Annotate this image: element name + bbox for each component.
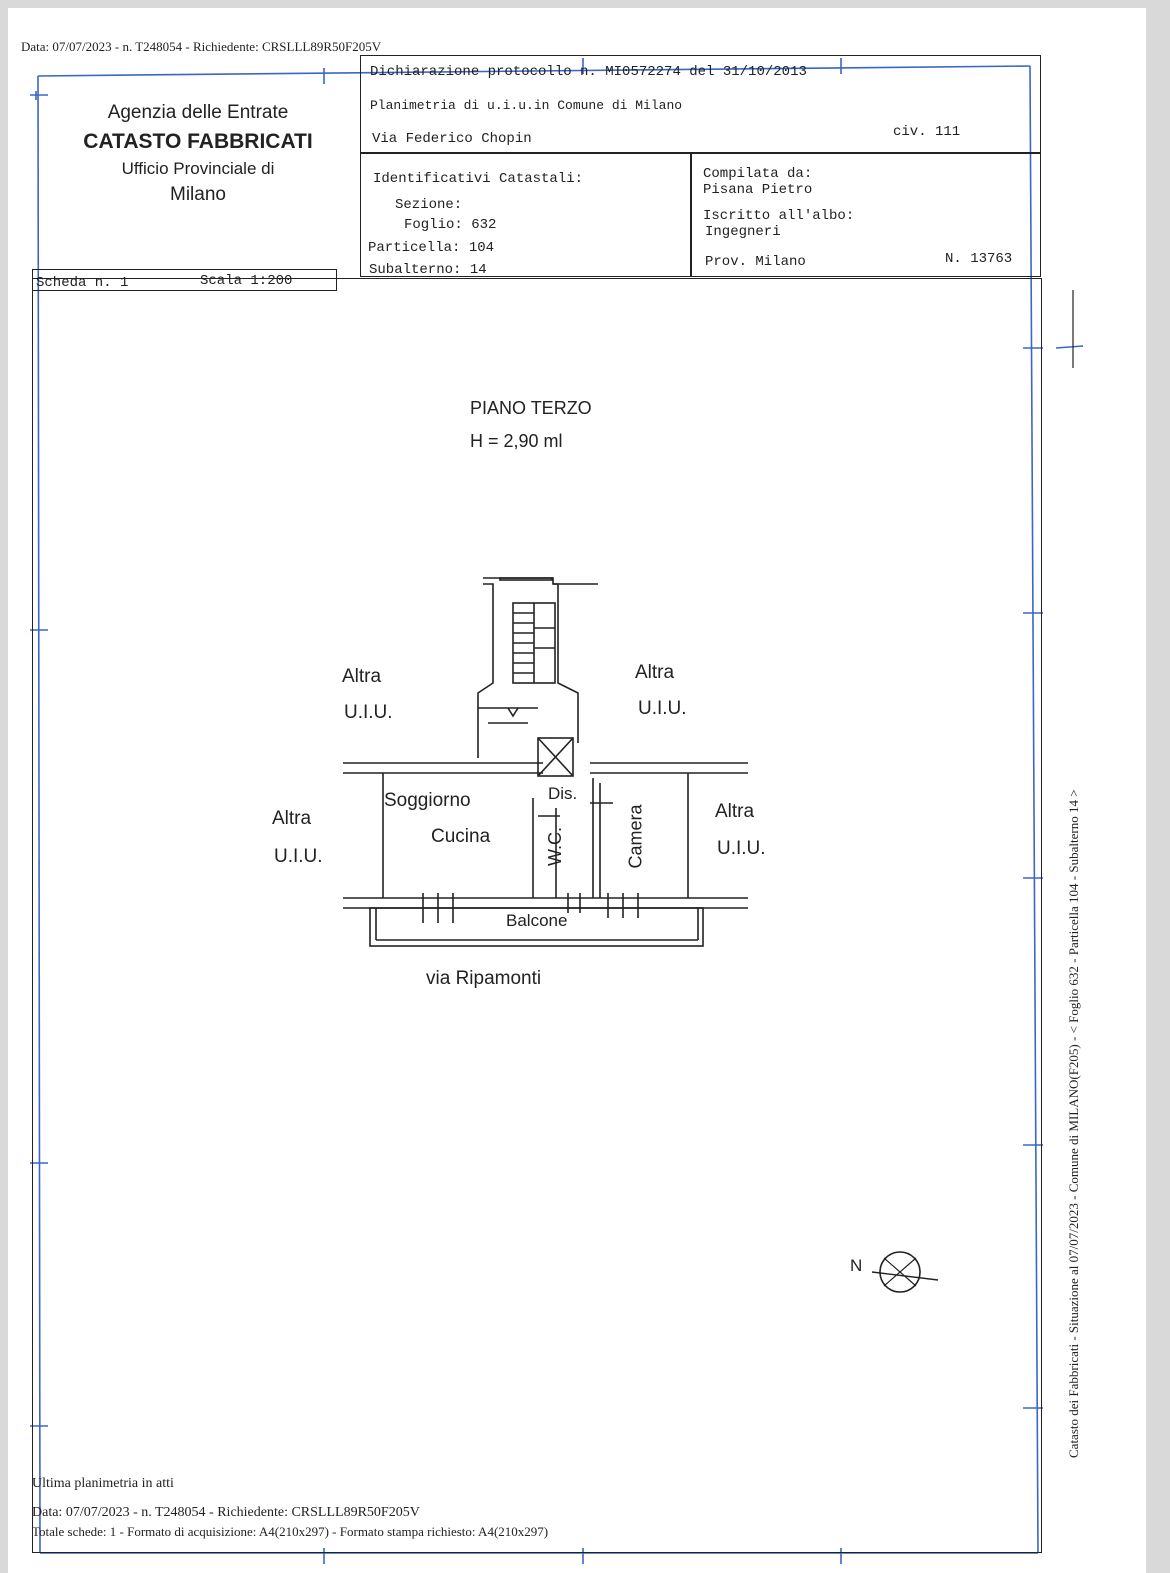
office-city: Milano	[170, 184, 226, 205]
room-wc: W.C.	[545, 827, 565, 866]
room-disimpegno: Dis.	[548, 784, 578, 803]
compiled-label: Compilata da:	[703, 166, 813, 182]
scale-label: Scala 1:200	[200, 273, 293, 289]
office-label: Ufficio Provinciale di	[121, 159, 275, 178]
agency-name: Agenzia delle Entrate	[107, 102, 289, 123]
floor-plan	[328, 568, 768, 948]
agency-block	[68, 102, 328, 206]
sezione-field: Sezione:	[395, 197, 463, 213]
side-situation-text: Catasto dei Fabbricati - Situazione al 07/07/2023 - Comune di MILANO(F205) - < Foglio 632 - Particella 104 - Subalterno 14 >	[1066, 789, 1081, 1458]
subalterno-field: Subalterno: 14	[369, 262, 487, 278]
room-soggiorno: Soggiorno	[384, 790, 471, 811]
compiled-name: Pisana Pietro	[703, 182, 813, 198]
header-vertical-divider	[690, 152, 692, 277]
footer-format-meta: Totale schede: 1 - Formato di acquisizione: A4(210x297) - Formato stampa richiesto: A4(210x297)	[32, 1524, 549, 1539]
albo-label: Iscritto all'albo:	[703, 208, 855, 224]
room-cucina: Cucina	[431, 826, 491, 847]
altra-label-left: Altra	[272, 808, 312, 829]
last-plan-note: Ultima planimetria in atti	[32, 1476, 174, 1491]
plan-line: Planimetria di u.i.u.in Comune di Milano	[370, 98, 683, 113]
altra-label-top-right: Altra	[635, 662, 675, 683]
header-divider	[360, 152, 1041, 154]
albo-value: Ingegneri	[705, 224, 781, 240]
ident-title: Identificativi Catastali:	[373, 171, 584, 187]
floor-title: PIANO TERZO	[470, 398, 592, 418]
altra-label-top-left: Altra	[342, 666, 382, 687]
street-label: via Ripamonti	[426, 968, 542, 989]
uiu-label-right: U.I.U.	[717, 838, 766, 859]
balcony-label: Balcone	[506, 911, 568, 930]
uiu-label-top-right: U.I.U.	[638, 698, 687, 719]
room-camera: Camera	[625, 804, 646, 869]
north-label: N	[850, 1256, 863, 1275]
altra-label-right: Altra	[715, 801, 755, 822]
uiu-label-top-left: U.I.U.	[344, 702, 393, 723]
footer-request-meta: Data: 07/07/2023 - n. T248054 - Richiedente: CRSLLL89R50F205V	[32, 1505, 420, 1520]
civic-number: civ. 111	[893, 124, 961, 140]
north-arrow-icon	[870, 1248, 950, 1298]
foglio-field: Foglio: 632	[404, 217, 497, 233]
protocol-line: Dichiarazione protocollo n. MI0572274 del 31/10/2013	[370, 64, 807, 80]
street-line: Via Federico Chopin	[372, 131, 532, 147]
particella-field: Particella: 104	[368, 240, 495, 256]
document-sheet	[8, 8, 1146, 1573]
uiu-label-left: U.I.U.	[274, 846, 323, 867]
registration-number: N. 13763	[945, 251, 1013, 267]
scheda-label: Scheda n. 1	[36, 275, 129, 291]
province: Prov. Milano	[705, 254, 806, 270]
floor-height: H = 2,90 ml	[470, 431, 563, 451]
top-request-meta: Data: 07/07/2023 - n. T248054 - Richiedente: CRSLLL89R50F205V	[21, 39, 382, 54]
catasto-title: CATASTO FABBRICATI	[83, 130, 313, 153]
